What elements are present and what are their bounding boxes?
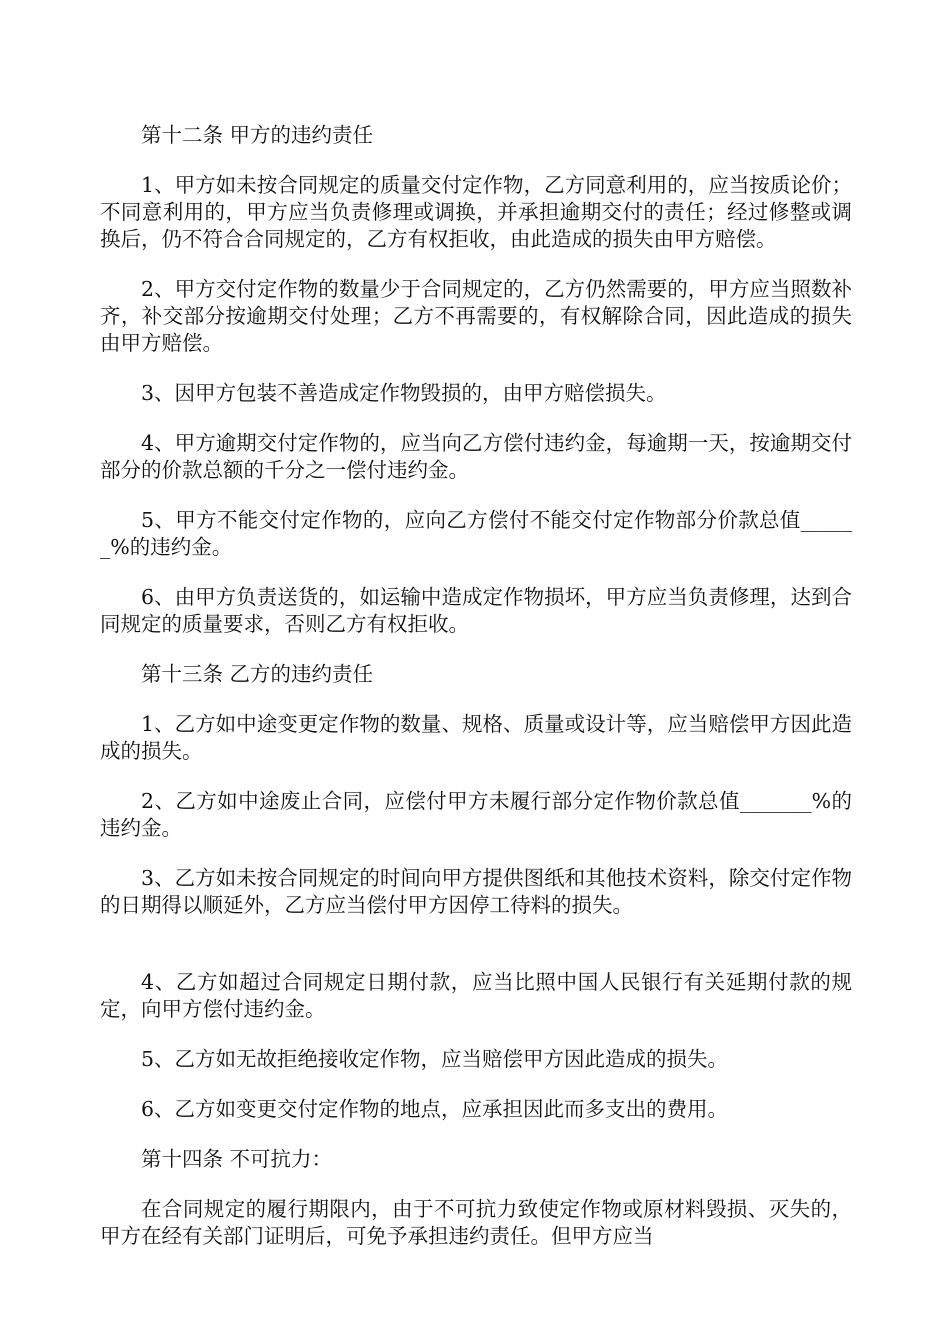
section-13-clause-6: 6、乙方如变更交付定作物的地点，应承担因此而多支出的费用。: [141, 1097, 729, 1121]
section-13-clause-5: 5、乙方如无故拒绝接收定作物，应当赔偿甲方因此造成的损失。: [141, 1047, 729, 1071]
section-12-clause-5: 5、甲方不能交付定作物的，应向乙方偿付不能交付定作物部分价款总值______%的违约金。: [100, 508, 852, 559]
section-13-heading: 第十三条 乙方的违约责任: [141, 662, 374, 686]
section-12-clause-1: 1、甲方如未按合同规定的质量交付定作物，乙方同意利用的，应当按质论价；不同意利用的，甲方应当负责修理或调换，并承担逾期交付的责任；经过修整或调换后，仍不符合合同规定的，乙方有权拒收，由此造成的损失由甲方赔偿。: [100, 173, 852, 251]
section-13-clause-4: 4、乙方如超过合同规定日期付款，应当比照中国人民银行有关延期付款的规定，向甲方偿付违约金。: [100, 970, 852, 1021]
section-12-clause-2: 2、甲方交付定作物的数量少于合同规定的，乙方仍然需要的，甲方应当照数补齐，补交部分按逾期交付处理；乙方不再需要的，有权解除合同，因此造成的损失由甲方赔偿。: [100, 277, 852, 355]
section-12-clause-4: 4、甲方逾期交付定作物的，应当向乙方偿付违约金，每逾期一天，按逾期交付部分的价款总额的千分之一偿付违约金。: [100, 431, 852, 482]
section-13-clause-3: 3、乙方如未按合同规定的时间向甲方提供图纸和其他技术资料，除交付定作物的日期得以顺延外，乙方应当偿付甲方因停工待料的损失。: [100, 866, 852, 917]
section-12-clause-3: 3、因甲方包装不善造成定作物毁损的，由甲方赔偿损失。: [141, 381, 667, 405]
document-body: [100, 122, 852, 1273]
section-13-clause-1: 1、乙方如中途变更定作物的数量、规格、质量或设计等，应当赔偿甲方因此造成的损失。: [100, 712, 852, 763]
section-13-clause-2: 2、乙方如中途废止合同，应偿付甲方未履行部分定作物价款总值_______%的违约金。: [100, 789, 852, 840]
section-14-heading: 第十四条 不可抗力：: [141, 1147, 333, 1171]
section-12-heading: 第十二条 甲方的违约责任: [141, 123, 374, 147]
section-14-clause-1: 在合同规定的履行期限内，由于不可抗力致使定作物或原材料毁损、灭失的，甲方在经有关部门证明后，可免予承担违约责任。但甲方应当: [100, 1197, 852, 1248]
section-12-clause-6: 6、由甲方负责送货的，如运输中造成定作物损坏，甲方应当负责修理，达到合同规定的质量要求，否则乙方有权拒收。: [100, 585, 852, 636]
blank-line: [100, 942, 852, 969]
